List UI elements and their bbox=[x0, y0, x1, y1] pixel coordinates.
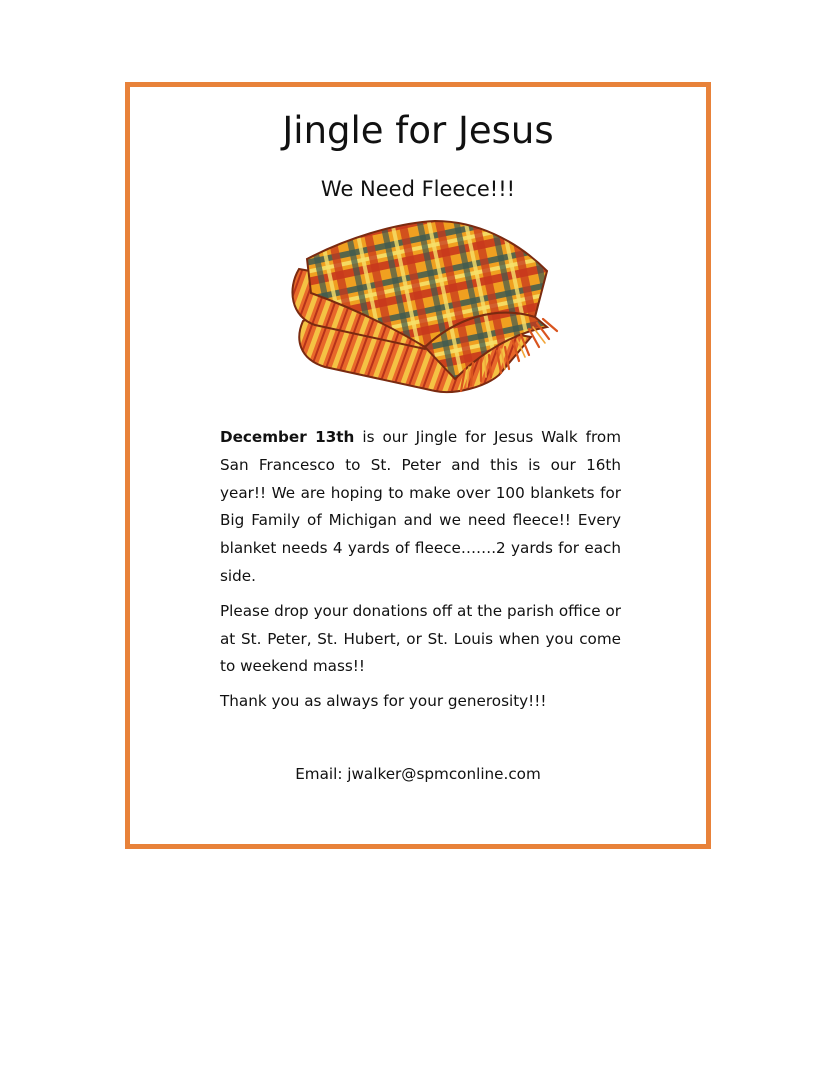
flyer-frame bbox=[125, 82, 711, 849]
flyer-title: Jingle for Jesus bbox=[282, 109, 554, 152]
event-description: is our Jingle for Jesus Walk from San Francesco to St. Peter and this is our 16th year!! We are hoping to make over 100 blankets for Big Family of Michigan and we need fleece!! Every blanket needs 4 yards of fleece…….2 yards for each side. bbox=[220, 428, 621, 585]
paragraph-donation-dropoff: Please drop your donations off at the parish office or at St. Peter, St. Hubert, or St. Louis when you come to weekend mass!! bbox=[220, 601, 621, 676]
flyer-body bbox=[220, 424, 621, 723]
event-date: December 13th bbox=[220, 428, 355, 446]
contact-email: Email: jwalker@spmconline.com bbox=[295, 765, 541, 783]
paragraph-thank-you: Thank you as always for your generosity!!! bbox=[220, 692, 547, 711]
paragraph-event-details bbox=[220, 424, 621, 591]
plaid-blanket-icon bbox=[285, 209, 561, 399]
flyer-subtitle: We Need Fleece!!! bbox=[320, 177, 516, 201]
